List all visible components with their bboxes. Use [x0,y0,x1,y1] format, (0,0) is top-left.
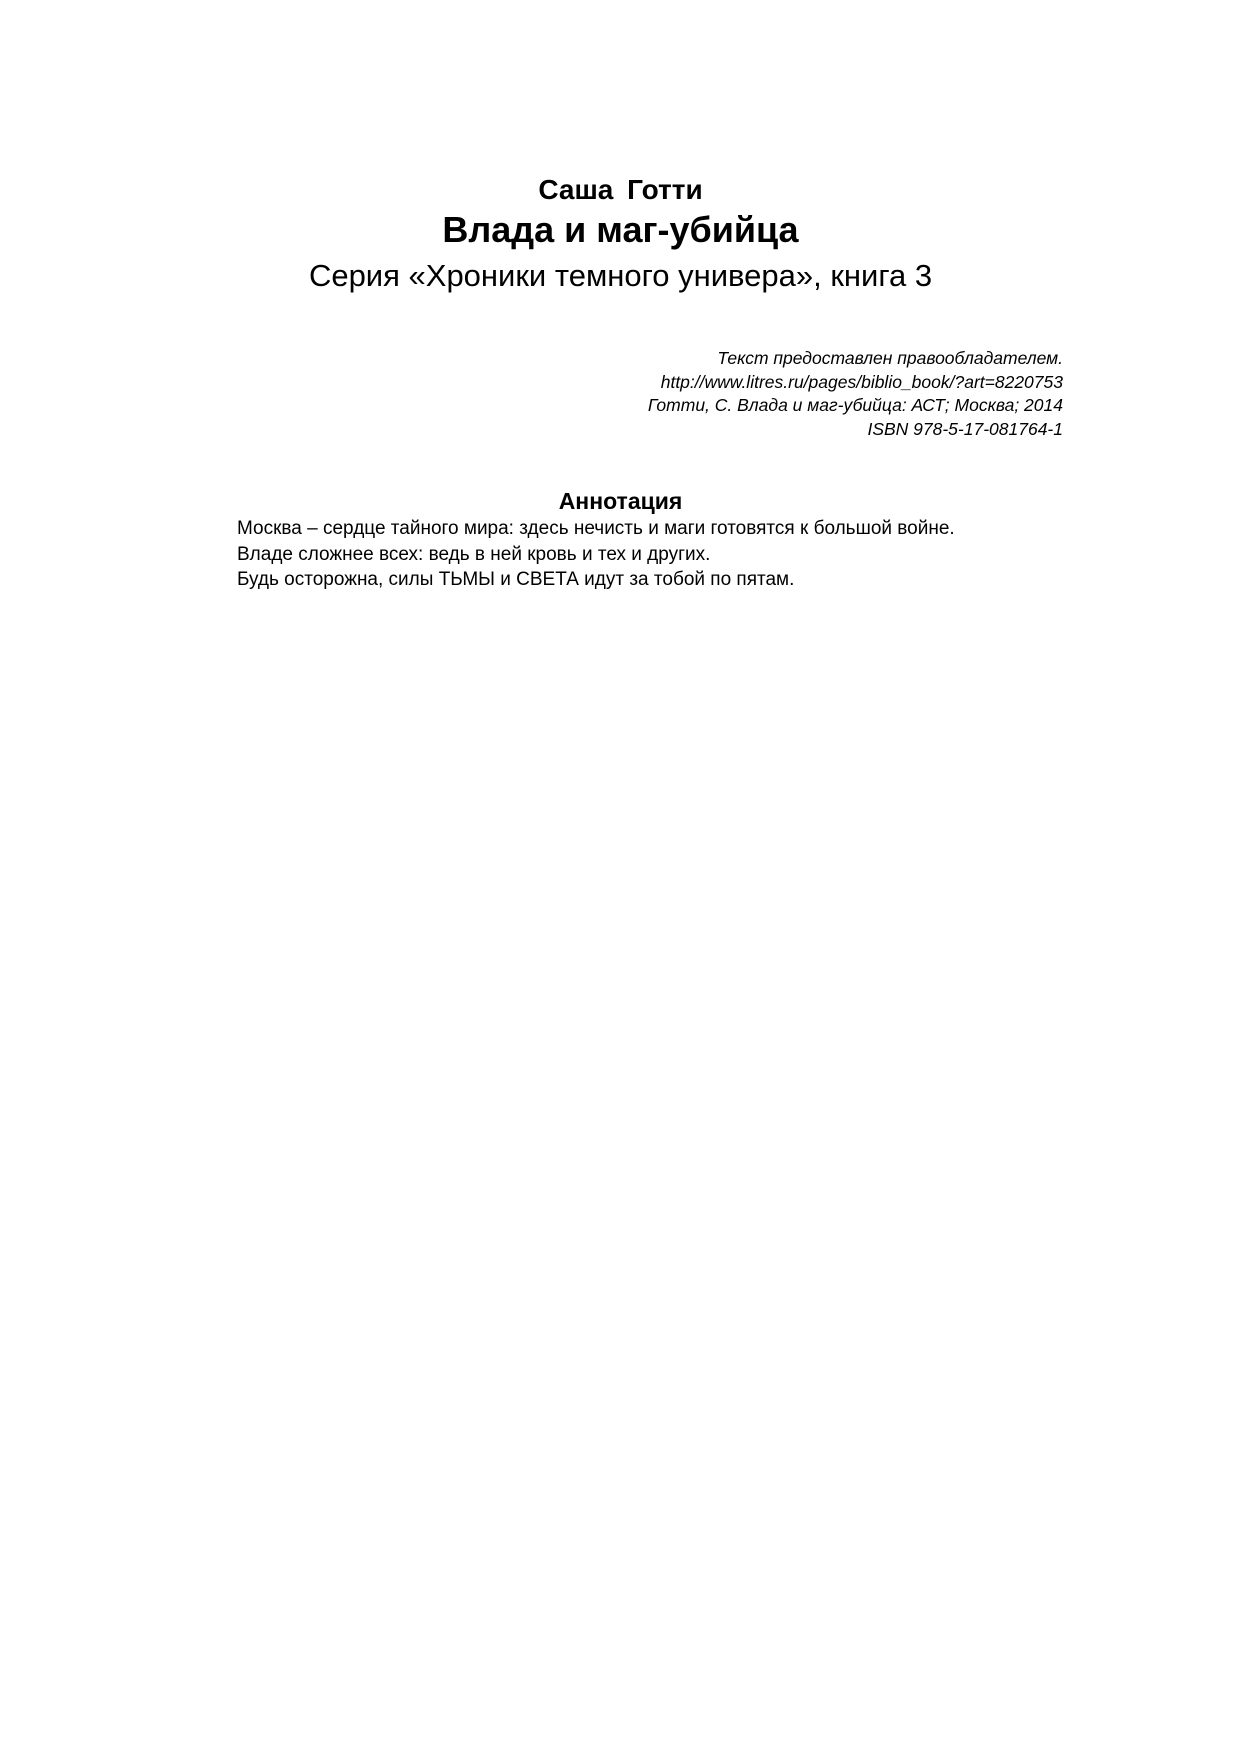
book-title: Влада и маг-убийца [442,209,799,250]
isbn: ISBN 978-5-17-081764-1 [867,418,1063,439]
publication-info [648,347,1063,441]
annotation-text [237,516,955,593]
bibliographic-reference: Готти, С. Влада и маг-убийца: АСТ; Москва; 2014 [647,395,1063,415]
book-series: Серия «Хроники темного универа», книга 3 [308,258,933,293]
annotation-line: Москва – сердце тайного мира: здесь нечисть и маги готовятся к большой войне. [237,518,955,539]
annotation-heading: Аннотация [558,488,683,514]
annotation-line: Владе сложнее всех: ведь в ней кровь и тех и других. [237,543,711,565]
copyright-note: Текст предоставлен правообладателем. [717,348,1063,368]
book-author: Саша Готти [538,174,703,205]
annotation-line: Будь осторожна, силы ТЬМЫ и СВЕТА идут за тобой по пятам. [237,569,795,590]
source-url: http://www.litres.ru/pages/biblio_book/?art=8220753 [660,371,1063,392]
